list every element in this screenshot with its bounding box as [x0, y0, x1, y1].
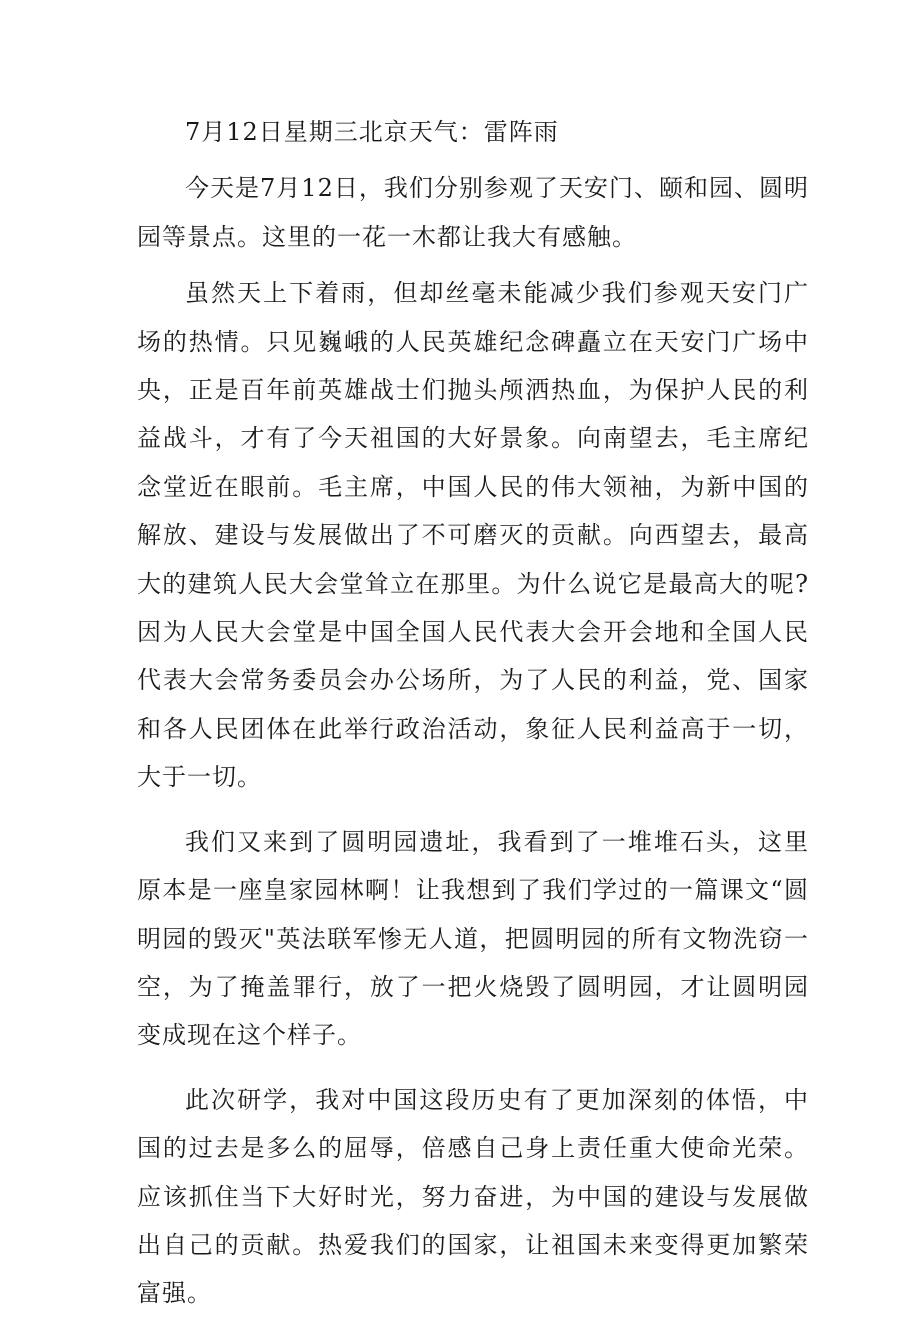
paragraph-tiananmen: 虽然天上下着雨，但却丝毫未能减少我们参观天安门广场的热情。只见巍峨的人民英雄纪念碑矗立在天安门广场中央，正是百年前英雄战士们抛头颅洒热血，为保护人民的利益战斗，才有了今天祖国的大好景象。向南望去，毛主席纪念堂近在眼前。毛主席，中国人民的伟大领袖，为新中国的解放、建设与发展做出了不可磨灭的贡献。向西望去，最高大的建筑人民大会堂耸立在那里。为什么说它是最高大的呢?因为人民大会堂是中国全国人民代表大会开会地和全国人民代表大会常务委员会办公场所，为了人民的利益，党、国家和各人民团体在此举行政治活动，象征人民利益高于一切，大于一切。 — [137, 279, 809, 792]
diary-heading: 7月12日星期三北京天气：雷阵雨 — [185, 118, 559, 146]
paragraph-reflection: 此次研学，我对中国这段历史有了更加深刻的体悟，中国的过去是多么的屈辱，倍感自己身上责任重大使命光荣。应该抓住当下大好时光，努力奋进，为中国的建设与发展做出自己的贡献。热爱我们的国家，让祖国未来变得更加繁荣富强。 — [137, 1085, 809, 1308]
paragraph-yuanmingyuan: 我们又来到了圆明园遗址，我看到了一堆堆石头，这里原本是一座皇家园林啊！让我想到了我们学过的一篇课文“圆明园的毁灭"英法联军惨无人道，把圆明园的所有文物洗窃一空，为了掩盖罪行，放了一把火烧毁了圆明园，才让圆明园变成现在这个样子。 — [137, 827, 809, 1050]
document-body — [137, 108, 809, 1318]
paragraph-intro: 今天是7月12日，我们分别参观了天安门、颐和园、圆明园等景点。这里的一花一木都让我大有感触。 — [137, 174, 809, 251]
